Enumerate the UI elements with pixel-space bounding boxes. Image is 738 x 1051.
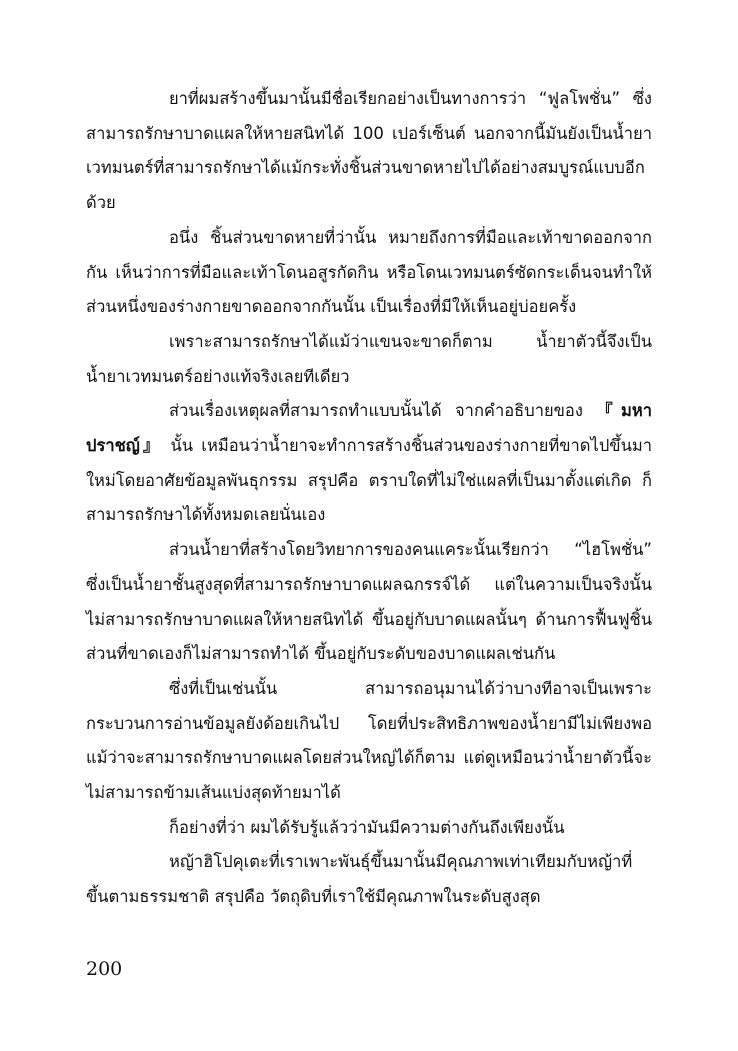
paragraph-magic-potion: เพราะสามารถรักษาได้แม้ว่าแขนจะขาดก็ตาม น้ำยาตัวนี้จึงเป็นน้ำยาเวทมนตร์อย่างแท้จริงเลยทีเดียว xyxy=(86,331,652,386)
paragraph-great-sage xyxy=(86,394,652,533)
paragraph-difference: ก็อย่างที่ว่า ผมได้รับรู้แล้วว่ามันมีความต่างกันถึงเพียงนั้น xyxy=(169,817,565,837)
paragraph-hipotion: ส่วนน้ำยาที่สร้างโดยวิทยาการของคนแคระนั้นเรียกว่า “ไฮโพชั่น” ซึ่งเป็นน้ำยาชั้นสูงสุดที่สามารถรักษาบาดแผลฉกรรจ์ได้ แต่ในความเป็นจริงนั้นไม่สามารถรักษาบาดแผลให้หายสนิทได้ ขึ้นอยู่กับบาดแผลนั้นๆ ด้านการฟื้นฟูชิ้นส่วนที่ขาดเองก็ไม่สามารถทำได้ ขึ้นอยู่กับระดับของบาดแผลเช่นกัน xyxy=(86,540,652,664)
paragraph-hipokute-grass: หญ้าฮิโปคุเตะที่เราเพาะพันธุ์ขึ้นมานั้นมีคุณภาพเท่าเทียมกับหญ้าที่ขึ้นตามธรรมชาติ สรุปคือ วัตถุดิบที่เราใช้มีคุณภาพในระดับสูงสุด xyxy=(86,852,633,907)
paragraph-fullpotion: ยาที่ผมสร้างขึ้นมานั้นมีชื่อเรียกอย่างเป็นทางการว่า “ฟูลโพชั่น” ซึ่งสามารถรักษาบาดแผลให้หายสนิทได้ 100 เปอร์เซ็นต์ นอกจากนี้มันยังเป็นน้ำยาเวทมนตร์ที่สามารถรักษาได้แม้กระทั่งชิ้นส่วนขาดหายไปได้อย่างสมบูรณ์แบบอีกด้วย xyxy=(86,89,652,213)
text-after-title: นั้น เหมือนว่าน้ำยาจะทำการสร้างชิ้นส่วนของร่างกายที่ขาดไปขึ้นมาใหม่โดยอาศัยข้อมูลพันธุกรรม สรุปคือ ตราบใดที่ไม่ใช่แผลที่เป็นมาตั้งแต่เกิด ก็สามารถรักษาได้ทั้งหมดเลยนั่นเอง xyxy=(86,436,652,525)
body-text xyxy=(86,82,652,915)
page-number: 200 xyxy=(86,958,123,980)
paragraph-missing-parts: อนึ่ง ชิ้นส่วนขาดหายที่ว่านั้น หมายถึงการที่มือและเท้าขาดออกจากกัน เห็นว่าการที่มือและเท้าโดนอสูรกัดกิน หรือโดนเวทมนตร์ซัดกระเด็นจนทำให้ส่วนหนึ่งของร่างกายขาดออกจากกันนั้น เป็นเรื่องที่มีให้เห็นอยู่บ่อยครั้ง xyxy=(86,227,652,317)
paragraph-inference: ซึ่งที่เป็นเช่นนั้น สามารถอนุมานได้ว่าบางทีอาจเป็นเพราะกระบวนการอ่านข้อมูลยังด้อยเกินไป โดยที่ประสิทธิภาพของน้ำยามีไม่เพียงพอ แม้ว่าจะสามารถรักษาบาดแผลโดยส่วนใหญ่ได้ก็ตาม แต่ดูเหมือนว่าน้ำยาตัวนี้จะไม่สามารถข้ามเส้นแบ่งสุดท้ายมาได้ xyxy=(86,678,652,803)
text-before-title: ส่วนเรื่องเหตุผลที่สามารถทำแบบนั้นได้ จากคำอธิบายของ xyxy=(169,401,597,421)
skill-title: 『มหาปราชญ์』 xyxy=(86,401,652,456)
